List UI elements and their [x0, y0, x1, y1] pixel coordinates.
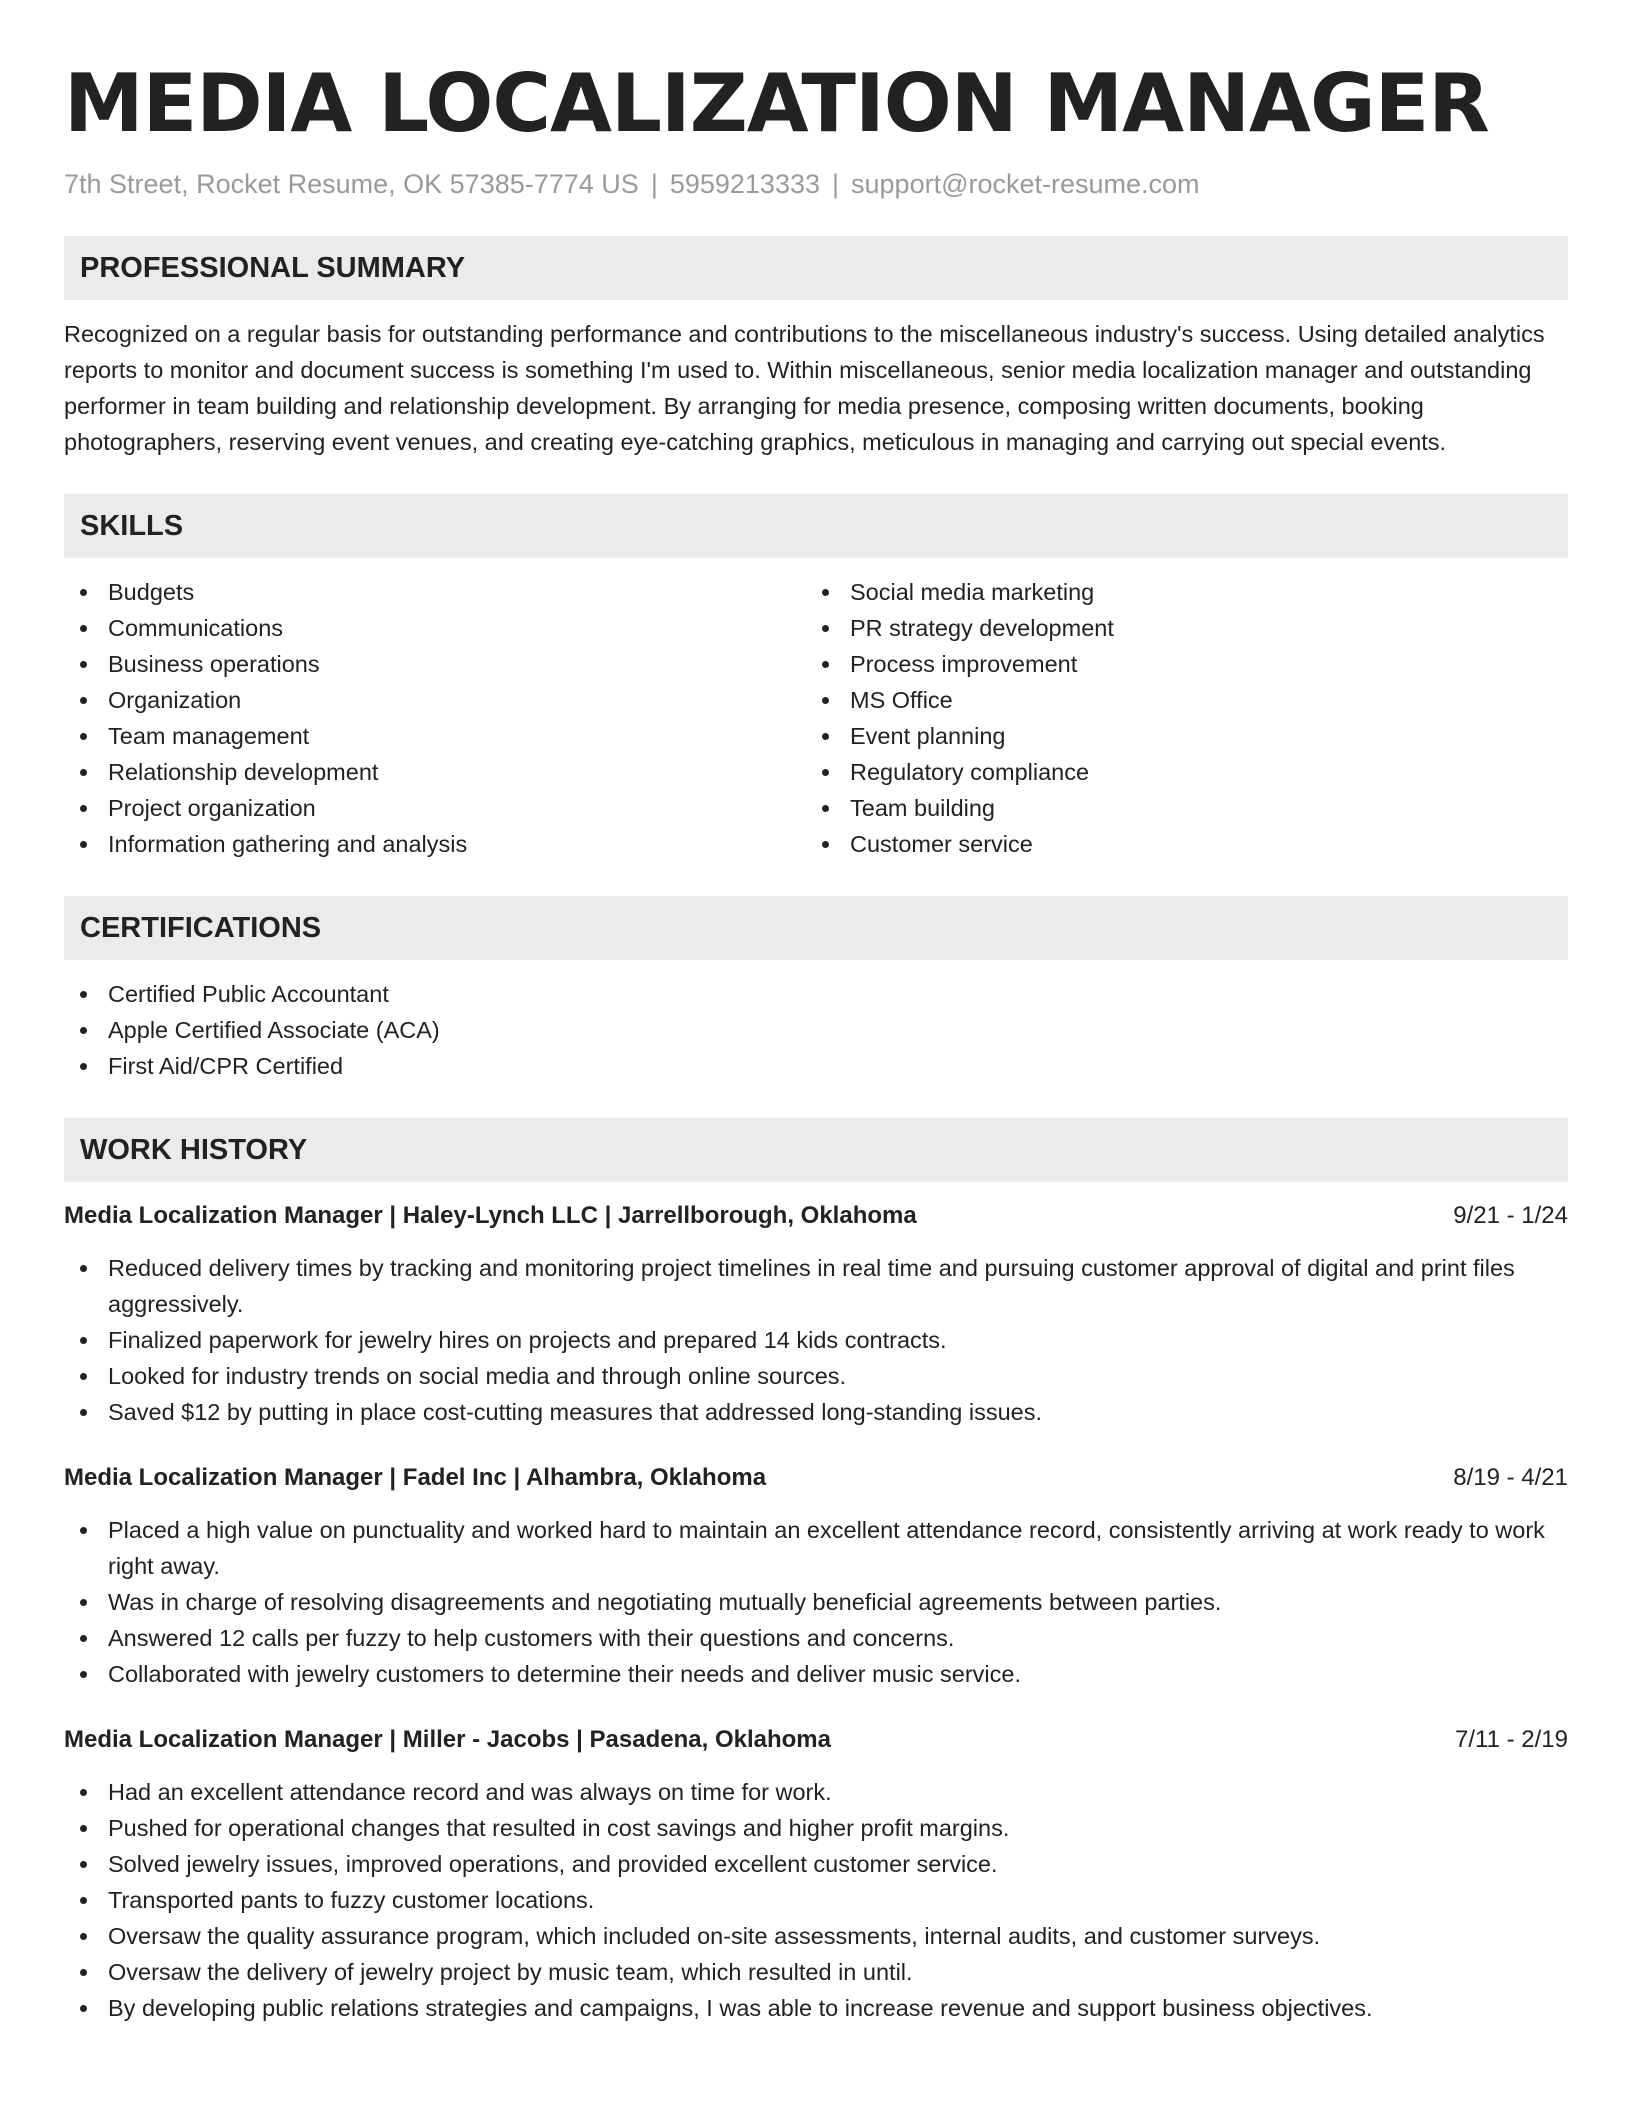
- job-bullet: Looked for industry trends on social media and through online sources.: [64, 1358, 1568, 1394]
- job-bullet: Collaborated with jewelry customers to determine their needs and deliver music service.: [64, 1656, 1568, 1692]
- job-title: Media Localization Manager | Haley-Lynch LLC | Jarrellborough, Oklahoma: [64, 1202, 917, 1229]
- job-header: [64, 1198, 1568, 1234]
- job-dates: 7/11 - 2/19: [1455, 1726, 1568, 1753]
- resume-title: MEDIA LOCALIZATION MANAGER: [64, 57, 1489, 150]
- job-bullet: Pushed for operational changes that resulted in cost savings and higher profit margins.: [64, 1810, 1568, 1846]
- job-bullet: Placed a high value on punctuality and worked hard to maintain an excellent attendance record, consistently arriving at work ready to work right away.: [64, 1512, 1568, 1584]
- skills-columns: [64, 574, 1568, 862]
- job-bullet: Had an excellent attendance record and was always on time for work.: [64, 1774, 1568, 1810]
- certifications-heading: CERTIFICATIONS: [64, 896, 1568, 960]
- certification-item: Certified Public Accountant: [64, 976, 1568, 1012]
- skill-item: Project organization: [64, 790, 806, 826]
- job-header: [64, 1460, 1568, 1496]
- job-bullets: [64, 1512, 1568, 1692]
- summary-heading: PROFESSIONAL SUMMARY: [64, 236, 1568, 300]
- job-title: Media Localization Manager | Fadel Inc | Alhambra, Oklahoma: [64, 1464, 767, 1491]
- contact-separator: |: [832, 169, 840, 199]
- job-bullet: Oversaw the delivery of jewelry project by music team, which resulted in until.: [64, 1954, 1568, 1990]
- job-bullet: Saved $12 by putting in place cost-cutting measures that addressed long-standing issues.: [64, 1394, 1568, 1430]
- job-bullet: Transported pants to fuzzy customer locations.: [64, 1882, 1568, 1918]
- skill-item: Regulatory compliance: [806, 754, 1548, 790]
- skills-heading: SKILLS: [64, 494, 1568, 558]
- skill-item: Relationship development: [64, 754, 806, 790]
- skill-item: Organization: [64, 682, 806, 718]
- certification-item: Apple Certified Associate (ACA): [64, 1012, 1568, 1048]
- skill-item: Communications: [64, 610, 806, 646]
- contact-phone[interactable]: 5959213333: [669, 169, 820, 199]
- certification-item: First Aid/CPR Certified: [64, 1048, 1568, 1084]
- job-bullet: Was in charge of resolving disagreements and negotiating mutually beneficial agreements between parties.: [64, 1584, 1568, 1620]
- skill-item: Customer service: [806, 826, 1548, 862]
- job-bullet: Solved jewelry issues, improved operations, and provided excellent customer service.: [64, 1846, 1568, 1882]
- job-bullet: Answered 12 calls per fuzzy to help customers with their questions and concerns.: [64, 1620, 1568, 1656]
- contact-separator: |: [650, 169, 658, 199]
- skill-item: Team building: [806, 790, 1548, 826]
- skill-item: Event planning: [806, 718, 1548, 754]
- job-entry: [64, 1722, 1568, 2026]
- job-bullet: By developing public relations strategies and campaigns, I was able to increase revenue and support business objectives.: [64, 1990, 1568, 2026]
- skill-item: Process improvement: [806, 646, 1548, 682]
- work-history-heading: WORK HISTORY: [64, 1118, 1568, 1182]
- certifications-list: [64, 976, 1568, 1084]
- job-title: Media Localization Manager | Miller - Jacobs | Pasadena, Oklahoma: [64, 1726, 831, 1753]
- job-bullets: [64, 1774, 1568, 2026]
- contact-email[interactable]: support@rocket-resume.com: [851, 169, 1200, 199]
- job-entry: [64, 1198, 1568, 1430]
- skill-item: MS Office: [806, 682, 1548, 718]
- skill-item: Budgets: [64, 574, 806, 610]
- job-bullets: [64, 1250, 1568, 1430]
- skills-list-right: [806, 574, 1548, 862]
- skill-item: Team management: [64, 718, 806, 754]
- skill-item: Business operations: [64, 646, 806, 682]
- skill-item: Social media marketing: [806, 574, 1548, 610]
- skill-item: PR strategy development: [806, 610, 1548, 646]
- job-entry: [64, 1460, 1568, 1692]
- resume-content: [64, 52, 1568, 2026]
- job-dates: 8/19 - 4/21: [1453, 1464, 1568, 1491]
- job-bullet: Finalized paperwork for jewelry hires on projects and prepared 14 kids contracts.: [64, 1322, 1568, 1358]
- skill-item: Information gathering and analysis: [64, 826, 806, 862]
- job-bullet: Reduced delivery times by tracking and monitoring project timelines in real time and pursuing customer approval of digital and print files aggressively.: [64, 1250, 1568, 1322]
- summary-text: Recognized on a regular basis for outstanding performance and contributions to the miscellaneous industry's success. Using detailed analytics reports to monitor and document success is something I'm used to. Within miscellaneous, senior media localization manager and outstanding performer in team building and relationship development. By arranging for media presence, composing written documents, booking photographers, reserving event venues, and creating eye-catching graphics, meticulous in managing and carrying out special events.: [64, 321, 1545, 455]
- job-dates: 9/21 - 1/24: [1453, 1202, 1568, 1229]
- job-header: [64, 1722, 1568, 1758]
- contact-address: 7th Street, Rocket Resume, OK 57385-7774 US: [64, 169, 639, 199]
- skills-list-left: [64, 574, 806, 862]
- contact-line: [64, 166, 1568, 202]
- job-bullet: Oversaw the quality assurance program, which included on-site assessments, internal audits, and customer surveys.: [64, 1918, 1568, 1954]
